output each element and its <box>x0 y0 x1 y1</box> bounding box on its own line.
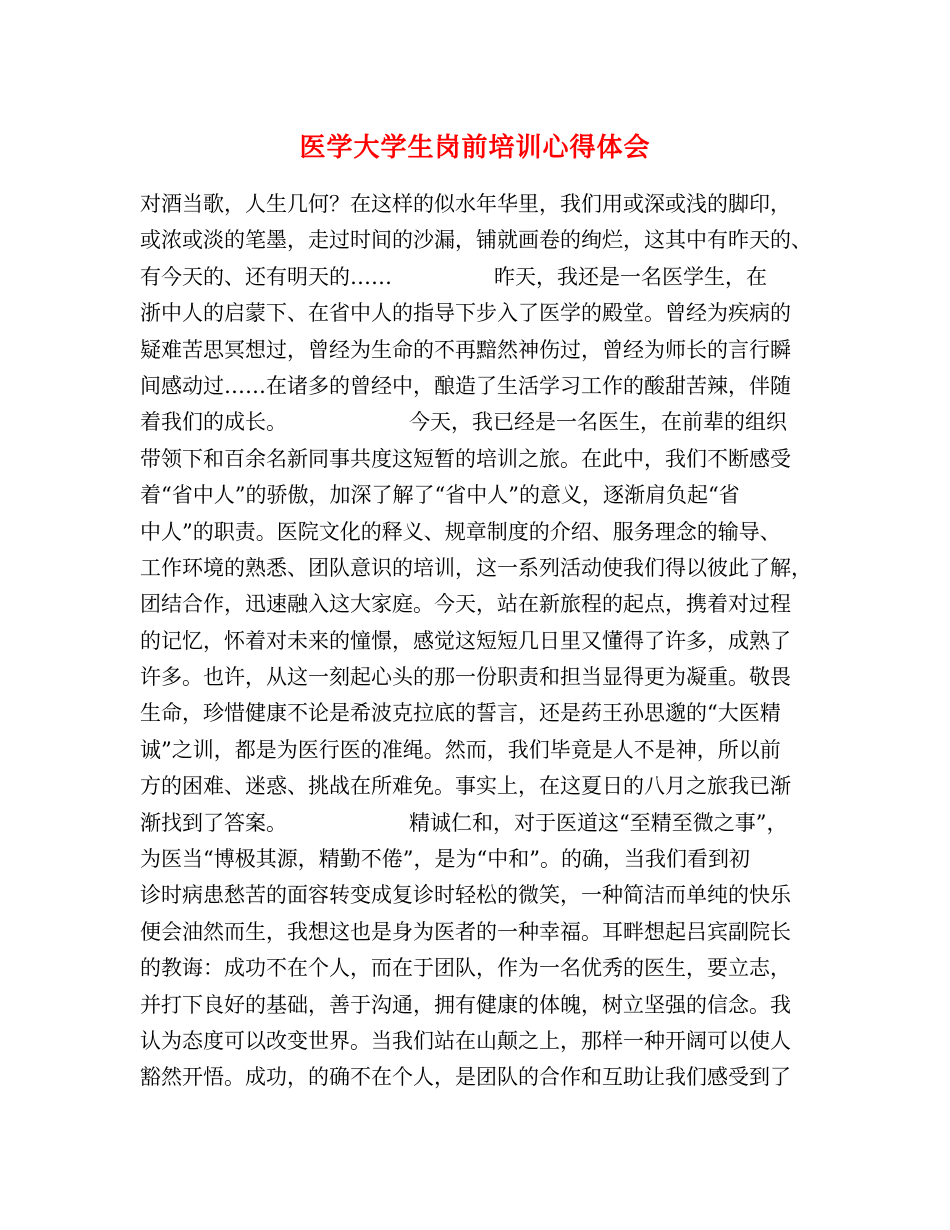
text-line: 渐找到了答案。 精诚仁和，对于医道这“至精至微之事”， <box>140 810 788 835</box>
text-line: 着“省中人”的骄傲，加深了解了“省中人”的意义，逐渐肩负起“省 <box>140 483 740 508</box>
text-line: 或浓或淡的笔墨，走过时间的沙漏，铺就画卷的绚烂，这其中有昨天的、 <box>140 228 812 253</box>
text-line: 浙中人的启蒙下、在省中人的指导下步入了医学的殿堂。曾经为疾病的 <box>140 301 791 326</box>
text-line: 的记忆，怀着对未来的憧憬，感觉这短短几日里又懂得了许多，成熟了 <box>140 628 791 653</box>
text-line: 认为态度可以改变世界。当我们站在山颠之上，那样一种开阔可以使人 <box>140 1028 791 1053</box>
text-line: 有今天的、还有明天的…… 昨天，我还是一名医学生，在 <box>140 264 767 289</box>
document-body <box>140 186 830 1096</box>
text-line: 生命，珍惜健康不论是希波克拉底的誓言，还是药王孙思邈的“大医精 <box>140 701 781 726</box>
text-line: 许多。也许，从这一刻起心头的那一份职责和担当显得更为凝重。敬畏 <box>140 665 791 690</box>
text-line: 并打下良好的基础，善于沟通，拥有健康的体魄，树立坚强的信念。我 <box>140 992 791 1017</box>
text-line: 对酒当歌，人生几何？在这样的似水年华里，我们用或深或浅的脚印， <box>140 192 791 216</box>
document-title: 医学大学生岗前培训心得体会 <box>299 133 651 163</box>
text-line: 团结合作，迅速融入这大家庭。今天，站在新旅程的起点，携着对过程 <box>140 592 791 617</box>
text-line: 疑难苦思冥想过，曾经为生命的不再黯然神伤过，曾经为师长的言行瞬 <box>140 337 791 362</box>
text-line: 便会油然而生，我想这也是身为医者的一种幸福。耳畔想起吕宾副院长 <box>140 919 791 944</box>
text-line: 诚”之训，都是为医行医的准绳。然而，我们毕竟是人不是神，所以前 <box>140 737 781 762</box>
text-line: 方的困难、迷惑、挑战在所难免。事实上，在这夏日的八月之旅我已渐 <box>140 774 791 799</box>
text-line: 豁然开悟。成功，的确不在个人，是团队的合作和互助让我们感受到了 <box>140 1065 791 1090</box>
text-line: 的教诲：成功不在个人，而在于团队，作为一名优秀的医生，要立志， <box>140 956 791 981</box>
text-line: 为医当“博极其源，精勤不倦”，是为“中和”。的确，当我们看到初 <box>140 847 750 872</box>
text-line: 中人”的职责。医院文化的释义、规章制度的介绍、服务理念的输导、 <box>140 519 781 544</box>
text-line: 着我们的成长。 今天，我已经是一名医生，在前辈的组织 <box>140 410 787 435</box>
text-line: 间感动过……在诸多的曾经中，酿造了生活学习工作的酸甜苦辣，伴随 <box>140 373 791 398</box>
text-line: 带领下和百余名新同事共度这短暂的培训之旅。在此中，我们不断感受 <box>140 446 791 471</box>
text-line: 工作环境的熟悉、团队意识的培训，这一系列活动使我们得以彼此了解， <box>140 555 812 580</box>
text-line: 诊时病患愁苦的面容转变成复诊时轻松的微笑，一种简洁而单纯的快乐 <box>140 883 791 908</box>
